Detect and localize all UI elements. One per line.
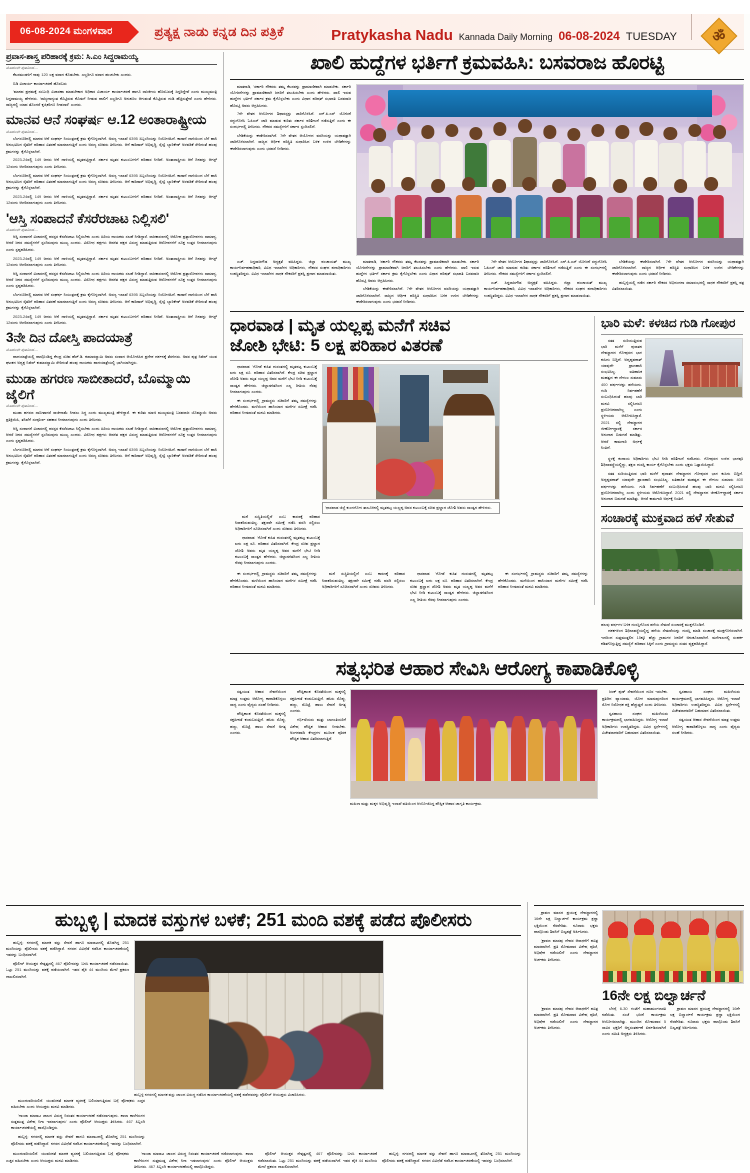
- masthead: [6, 14, 744, 50]
- middle-band: [230, 316, 744, 650]
- temple-gopura-photo: [645, 338, 743, 398]
- paragraph: ಸ್ಥಳಕ್ಕೆ ಕಂದಾಯ ಅಧಿಕಾರಿಗಳು ಭೇಟಿ ನೀಡಿ ಪರಿಶೀಲನೆ ನಡೆಸಿದರು. ಗೋಪುರದ ಉಳಿದ ಭಾಗವೂ ಶಿಥಿಲಾವಸ್ಥೆಯಲ್ಲಿದ್ದು, ತಕ್ಷಣ ದುರಸ್ತಿ ಕಾರ್ಯ ಕೈಗೊಳ್ಳಬೇಕು ಎಂದು ಭಕ್ತರು ಒತ್ತಾಯಿಸಿದ್ದಾರೆ.: [601, 455, 743, 468]
- police-raid-photo: [134, 940, 384, 1090]
- story-health-headline: ಸತ್ವಭರಿತ ಆಹಾರ ಸೇವಿಸಿ ಆರೋಗ್ಯ ಕಾಪಾಡಿಕೊಳ್ಳಿ: [335, 657, 639, 680]
- story-police-headline: ಹುಬ್ಬಳ್ಳಿ | ಮಾದಕ ವಸ್ತುಗಳ ಬಳಕೆ; 251 ಮಂದಿ ವಶಕ್ಕೆ ಪಡೆದ ಪೊಲೀಸರು: [55, 910, 472, 930]
- om-glyph: ॐ: [712, 27, 726, 44]
- story-main-after-col-2: [356, 259, 484, 308]
- story-temple-photo-wrap: [645, 338, 743, 398]
- bottom-band: [0, 902, 750, 1173]
- left-body-3: [6, 234, 217, 326]
- story-dharwad-col-3: [230, 514, 320, 570]
- paragraph: ಮುಡಾ ಹಗರಣ ಸಾಬೀತಾದರೆ ರಾಜೀನಾಮೆ ನೀಡಲು ಸಿದ್ಧ ಎಂದು ಮುಖ್ಯಮಂತ್ರಿ ಹೇಳಿದ್ದಾರೆ. ಈ ಕುರಿತು ಮಾಜಿ ಮುಖ್ಯಮಂತ್ರಿ ಬಸವರಾಜ ಬೊಮ್ಮಾಯಿ ಅವರು ಪ್ರತಿಕ್ರಿಯಿಸಿ, ತನಿಖೆಗೆ ಸಂಪೂರ್ಣ ಸಹಕಾರ ನೀಡಲಾಗುವುದು ಎಂದು ತಿಳಿಸಿದರು.: [6, 410, 217, 422]
- paragraph: ಆಸ್ತಿ ಸಂಪಾದನೆ ವಿಚಾರದಲ್ಲಿ ಪರಸ್ಪರ ಕೆಸರೆರಚಾಟ ನಿಲ್ಲಿಸಬೇಕು ಎಂದು ಹಿರಿಯ ನಾಯಕರು ಸಲಹೆ ನೀಡಿದ್ದಾರೆ. ರಾಜಕಾರಣದಲ್ಲಿ ಆರೋಪ ಪ್ರತ್ಯಾರೋಪಗಳು ಸಾಮಾನ್ಯ, ಆದರೆ ಜನರ ಸಮಸ್ಯೆಗಳಿಗೆ ಸ್ಪಂದಿಸುವುದು ಮುಖ್ಯ ಎಂದರು. ವಿರೋಧ ಪಕ್ಷಗಳು ಆಡಳಿತ ಪಕ್ಷದ ವಿರುದ್ಧ ಮಾಡುತ್ತಿರುವ ಆರೋಪಗಳಿಗೆ ಸೂಕ್ತ ಉತ್ತರ ನೀಡಲಾಗುವುದು ಎಂದು ಸ್ಪಷ್ಟಪಡಿಸಿದರು.: [6, 270, 217, 289]
- paragraph: ದಶಕಗಳಿಂದ ಶಿಥಿಲಾವಸ್ಥೆಯಲ್ಲಿದ್ದ ಹಳೆಯ ಸೇತುವೆಯನ್ನು ದುರಸ್ತಿ ಮಾಡಿ ಸಂಚಾರಕ್ಕೆ ಮುಕ್ತಗೊಳಿಸಲಾಗಿದೆ. ಇದರಿಂದ ಸುತ್ತಮುತ್ತಲಿನ 15ಕ್ಕೂ ಹೆಚ್ಚು ಗ್ರಾಮಗಳ ಜನರಿಗೆ ಅನುಕೂಲವಾಗಿದೆ. ಮಳೆಗಾಲದಲ್ಲಿ ಸಂಪರ್ಕ ಕಡಿತಗೊಳ್ಳುತ್ತಿದ್ದ ಸಮಸ್ಯೆಗೆ ಪರಿಹಾರ ಸಿಕ್ಕಿದೆ ಎಂದು ಗ್ರಾಮಸ್ಥರು ಸಂತಸ ವ್ಯಕ್ತಪಡಿಸಿದ್ದಾರೆ.: [601, 628, 743, 646]
- masthead-english-date: 06-08-2024: [558, 29, 620, 44]
- story-police-caption: ಹುಬ್ಬಳ್ಳಿ ನಗರದಲ್ಲಿ ಮಾದಕ ವಸ್ತು ಜಾಲದ ವಿರುದ್ಧ ನಡೆಸಿದ ಕಾರ್ಯಾಚರಣೆಯಲ್ಲಿ ವಶಕ್ಕೆ ಪಡೆದವರನ್ನು ಪೊಲೀಸ್ ಆಯುಕ್ತರು ವಿಚಾರಿಸಿದರು.: [134, 1091, 306, 1097]
- story-bilva-headline: 16ನೇ ಲಕ್ಷ ಬಿಲ್ವಾರ್ಚನೆ: [602, 987, 706, 1003]
- old-bridge-photo: [601, 532, 743, 620]
- story-bridge-headline: ಸಂಚಾರಕ್ಕೆ ಮುಕ್ತವಾದ ಹಳೆ ಸೇತುವೆ: [601, 510, 734, 525]
- paragraph: ಮನೆ ಸುಸ್ಥಿತಿಯಲ್ಲಿದೆ ಎಂಬ ಕಾರಣಕ್ಕೆ ಪರಿಹಾರ ನಿರಾಕರಿಸುವಂತಿಲ್ಲ. ತಕ್ಷಣವೇ ಸಮೀಕ್ಷೆ ನಡೆಸಿ ವರದಿ ಸಲ್ಲಿಸಲು ಅಧಿಕಾರಿಗಳಿಗೆ ಸೂಚಿಸಲಾಗಿದೆ ಎಂದು ಸಚಿವರು ತಿಳಿಸಿದರು.: [322, 571, 405, 589]
- paragraph: ಬಿಡಿ ವಿಚಾರ್ಯ ಕಾರ್ಯಾಚರಣೆ ಹೊರಬರು: [13, 80, 67, 86]
- man-right: [443, 394, 496, 499]
- paragraph: 2023-24ರಲ್ಲಿ 149 ಜನರು ಆನೆ ದಾಳಿಯಲ್ಲಿ ಮೃತಪಟ್ಟಿದ್ದಾರೆ. ಸರ್ಕಾರ ಮೃತರ ಕುಟುಂಬಗಳಿಗೆ ಪರಿಹಾರ ನೀಡಿದೆ. ಅಂತಾರಾಷ್ಟ್ರೀಯ ಆನೆ ದಿನವನ್ನು ಆಗಸ್ಟ್ 12ರಂದು ಆಚರಿಸಲಾಗುವುದು ಎಂದು ತಿಳಿಸಿದರು.: [6, 193, 217, 206]
- continuation-note-1: ಮೊದಲನೇ ಪುಟದಿಂದ....: [6, 64, 39, 70]
- paragraph: ಹುಬ್ಬಳ್ಳಿ: ನಗರದಲ್ಲಿ ಮಾದಕ ವಸ್ತು ಸೇವನೆ ಹಾಗೂ ಮಾರಾಟದಲ್ಲಿ ತೊಡಗಿದ್ದ 251 ಮಂದಿಯನ್ನು ಪೊಲೀಸರು ವಶಕ್ಕೆ ಪಡೆದಿದ್ದಾರೆ. ನಗರದ ವಿವಿಧೆಡೆ ನಡೆಸಿದ ಕಾರ್ಯಾಚರಣೆಯಲ್ಲಿ ಇವರನ್ನು ಬಂಧಿಸಲಾಗಿದೆ.: [6, 939, 129, 958]
- newspaper-page: [0, 14, 750, 1170]
- masthead-english-day: TUESDAY: [625, 31, 677, 44]
- divider: [601, 334, 743, 335]
- paragraph: ಮುಂದುವರಿಯಲಿದೆ. ಯುವಜನತೆ ಮಾದಕ ವ್ಯಸನಕ್ಕೆ ಬಲಿಯಾಗುತ್ತಿರುವ ಬಗ್ಗೆ ಪೋಷಕರು ಎಚ್ಚರ ವಹಿಸಬೇಕು ಎಂದು ಆಯುಕ್ತರು ಮನವಿ ಮಾಡಿದರು.: [6, 1151, 129, 1163]
- story-main-after-col-3: [484, 259, 612, 302]
- continuation-note-3: ಮೊದಲನೇ ಪುಟದಿಂದ....: [6, 227, 39, 233]
- paragraph: ಮಾತನಾಡಿ, 'ಸರ್ಕಾರಿ ನೌಕರರು ತಮ್ಮ ಕೆಲಸವನ್ನು ಪ್ರಾಮಾಣಿಕವಾಗಿ ಮಾಡಬೇಕು. ಸರ್ಕಾರಿ ಯೋಜನೆಗಳನ್ನು ಪ್ರಾಮಾಣಿಕವಾಗಿ ಜನರಿಗೆ ತಲುಪಿಸಬೇಕು ಎಂದು ಹೇಳಿದರು. ಖಾಲಿ ಇರುವ ಹುದ್ದೆಗಳ ಭರ್ತಿಗೆ ಸರ್ಕಾರ ಕ್ರಮ ಕೈಗೊಳ್ಳಬೇಕು ಎಂದು ವಿಧಾನ ಪರಿಷತ್ ಸಭಾಪತಿ ಬಸವರಾಜ ಹೊರಟ್ಟಿ ಅವರು ಆಗ್ರಹಿಸಿದರು.: [356, 258, 479, 283]
- story-main-col-1: [230, 84, 356, 155]
- story-main-headline: ಖಾಲಿ ಹುದ್ದೆಗಳ ಭರ್ತಿಗೆ ಕ್ರಮವಹಿಸಿ: ಬಸವರಾಜ ಹೊರಟ್ಟಿ: [310, 52, 664, 74]
- minister-home-visit-photo: [322, 364, 500, 500]
- paragraph: ಧಾರವಾಡ: 'ಗೋಡೆ ಕುಸಿತ ದುರಂತದಲ್ಲಿ ಮೃತಪಟ್ಟ ಕುಟುಂಬಕ್ಕೆ ಐದು ಲಕ್ಷ ರೂ. ಪರಿಹಾರ ವಿತರಿಸಲಾಗಿದೆ. ಕೇಂದ್ರ ಸಚಿವ ಪ್ರಲ್ಹಾದ ಜೋಶಿ ಅವರು ಮೃತ ಯಲ್ಲಪ್ಪ ಅವರ ಮನೆಗೆ ಭೇಟಿ ನೀಡಿ ಕುಟುಂಬಕ್ಕೆ ಸಾಂತ್ವನ ಹೇಳಿದರು. ಜಿಲ್ಲಾಡಳಿತದಿಂದ ಎಲ್ಲ ರೀತಿಯ ನೆರವು ನೀಡಲಾಗುವುದು ಎಂದರು.: [230, 363, 317, 394]
- paragraph: ಬೆಂಗಳೂರಿನಲ್ಲಿ ಮಾನವ ಆನೆ ಸಂಘರ್ಷ ನಿಯಂತ್ರಣಕ್ಕೆ ಕ್ರಮ ಕೈಗೊಳ್ಳಲಾಗಿದೆ. ಅರಣ್ಯ ಇಲಾಖೆ 6395 ಸಿಬ್ಬಂದಿಯನ್ನು ನಿಯೋಜಿಸಿದೆ. ಕಾಡಾನೆ ದಾಳಿಯಿಂದ ಬೆಳೆ ಹಾನಿ ಅನುಭವಿಸಿದ ರೈತರಿಗೆ ಪರಿಹಾರ ವಿತರಣೆ ಮಾಡಲಾಗುತ್ತಿದೆ ಎಂದು ಅರಣ್ಯ ಸಚಿವರು ತಿಳಿಸಿದರು. ಆನೆ ಕಾರಿಡಾರ್ ಅಭಿವೃದ್ಧಿ, ರೈಲ್ವೆ ಬ್ಯಾರಿಕೇಡ್ ಅಳವಡಿಕೆ ಸೇರಿದಂತೆ ಹಲವು ಕ್ರಮಗಳನ್ನು ಕೈಗೊಳ್ಳಲಾಗಿದೆ.: [6, 172, 217, 191]
- paragraph: ಸ್ವಸಹಾಯ ಸಂಘದ ಮಹಿಳೆಯರು ಕಾರ್ಯಕ್ರಮದಲ್ಲಿ ಭಾಗವಹಿಸಿದ್ದರು. ಆರೋಗ್ಯ ಇಲಾಖೆ ಅಧಿಕಾರಿಗಳು ಉಪಸ್ಥಿತರಿದ್ದರು. ವಿವಿಧ ಸ್ಪರ್ಧೆಗಳಲ್ಲಿ ವಿಜೇತರಾದವರಿಗೆ ಬಹುಮಾನ ವಿತರಿಸಲಾಯಿತು.: [602, 710, 668, 735]
- left-body-1: [6, 72, 217, 109]
- stage-backdrop: [351, 690, 597, 727]
- deity-idols-photo: [602, 910, 744, 984]
- river-water: [602, 585, 742, 619]
- story-health-col-2: [290, 689, 350, 745]
- masthead-english-title: Pratykasha Nadu: [331, 27, 453, 45]
- bridge-deck: [602, 571, 742, 585]
- story-dharwad-col-1: [230, 364, 322, 420]
- left-body-5: [6, 410, 217, 466]
- paragraph: ಪೌಷ್ಟಿಕಾಂಶ ಕೊರತೆಯಿಂದ ಮಕ್ಕಳಲ್ಲಿ ರಕ್ತಹೀನತೆ ಕಂಡುಬರುತ್ತಿದೆ. ಹಸಿರು ಸೊಪ್ಪು, ಹಣ್ಣು, ಮೊಟ್ಟೆ, ಹಾಲು ಸೇವನೆ ಅಗತ್ಯ ಎಂದರು.: [290, 689, 346, 714]
- masthead-english-block: [331, 14, 744, 49]
- masthead-kannada-title: ಪ್ರತ್ಯಕ್ಷ ನಾಡು ಕನ್ನಡ ದಿನ ಪತ್ರಿಕೆ: [154, 23, 284, 39]
- paragraph: 2023-24ರಲ್ಲಿ 149 ಜನರು ಆನೆ ದಾಳಿಯಲ್ಲಿ ಮೃತಪಟ್ಟಿದ್ದಾರೆ. ಸರ್ಕಾರ ಮೃತರ ಕುಟುಂಬಗಳಿಗೆ ಪರಿಹಾರ ನೀಡಿದೆ. ಅಂತಾರಾಷ್ಟ್ರೀಯ ಆನೆ ದಿನವನ್ನು ಆಗಸ್ಟ್ 12ರಂದು ಆಚರಿಸಲಾಗುವುದು ಎಂದು ತಿಳಿಸಿದರು.: [6, 157, 217, 169]
- paragraph: ಹುಬ್ಬಳ್ಳಿಯಲ್ಲಿ ನಡೆದ ಸರ್ಕಾರಿ ನೌಕರರ ಅಭಿನಂದನಾ ಸಮಾರಂಭದಲ್ಲಿ ಸಾಧಕ ನೌಕರರಿಗೆ ಪ್ರಶಸ್ತಿ ಪತ್ರ ವಿತರಿಸಲಾಯಿತು.: [612, 280, 744, 292]
- stage-banner-right: [558, 90, 712, 117]
- deity-idol: [687, 930, 711, 978]
- story-health-col-4: [598, 689, 668, 738]
- paragraph: ಗರ್ಭಿಣಿಯರು ಮತ್ತು ಬಾಣಂತಿಯರಿಗೆ ವಿಶೇಷ ಪೌಷ್ಟಿಕ ಆಹಾರ ನೀಡಬೇಕು. ಅಂಗನವಾಡಿ ಕೇಂದ್ರಗಳ ಮೂಲಕ ಪೂರಕ ಪೌಷ್ಟಿಕ ಆಹಾರ ವಿತರಿಸಲಾಗುತ್ತಿದೆ.: [290, 717, 346, 742]
- paragraph: ಶ್ರಾವಣ ಮಾಸದ ಪ್ರಯುಕ್ತ ದೇವಸ್ಥಾನದಲ್ಲಿ 16ನೇ ಲಕ್ಷ ಬಿಲ್ವಾರ್ಚನೆ ಕಾರ್ಯಕ್ರಮ ಶ್ರದ್ಧಾ ಭಕ್ತಿಯಿಂದ ನೆರವೇರಿತು. ನೂರಾರು ಭಕ್ತರು ಪಾಲ್ಗೊಂಡು ಶಿವನಿಗೆ ಬಿಲ್ವಪತ್ರೆ ಅರ್ಪಿಸಿದರು.: [534, 910, 598, 934]
- story-bilva-col-1: [534, 910, 602, 966]
- paragraph: ಪೌಷ್ಟಿಕಾಂಶ ಕೊರತೆಯಿಂದ ಮಕ್ಕಳಲ್ಲಿ ರಕ್ತಹೀನತೆ ಕಂಡುಬರುತ್ತಿದೆ. ಹಸಿರು ಸೊಪ್ಪು, ಹಣ್ಣು, ಮೊಟ್ಟೆ, ಹಾಲು ಸೇವನೆ ಅಗತ್ಯ ಎಂದರು.: [230, 710, 286, 735]
- continuation-note-2: ಮೊದಲನೇ ಪುಟದಿಂದ....: [6, 128, 39, 134]
- gopura-tower: [659, 350, 678, 386]
- story-dharwad-caption: 'ಧಾರವಾಡ ಜಿಲ್ಲೆ ಕುಂದಗೋಳ ತಾಲೂಕಿನಲ್ಲಿ ಮೃತಪಟ್ಟ ಯಲ್ಲಪ್ಪ ಅವರ ಕುಟುಂಬಕ್ಕೆ ಸಚಿವ ಪ್ರಲ್ಹಾದ ಜೋಶಿ ಅವರು ಸಾಂತ್ವನ ಹೇಳಿದರು.: [322, 502, 500, 514]
- paragraph: ಸತ್ವಯುತ ಆಹಾರ ಸೇವನೆಯಿಂದ ಮಾತ್ರ ಉತ್ತಮ ಆರೋಗ್ಯ ಕಾಪಾಡಿಕೊಳ್ಳಲು ಸಾಧ್ಯ ಎಂದು ವೈದ್ಯರು ಸಲಹೆ ನೀಡಿದರು.: [672, 717, 740, 735]
- masthead-english-subtitle: Kannada Daily Morning: [458, 32, 553, 43]
- paragraph: 2023-24ರಲ್ಲಿ 149 ಜನರು ಆನೆ ದಾಳಿಯಲ್ಲಿ ಮೃತಪಟ್ಟಿದ್ದಾರೆ. ಸರ್ಕಾರ ಮೃತರ ಕುಟುಂಬಗಳಿಗೆ ಪರಿಹಾರ ನೀಡಿದೆ. ಅಂತಾರಾಷ್ಟ್ರೀಯ ಆನೆ ದಿನವನ್ನು ಆಗಸ್ಟ್ 12ರಂದು ಆಚರಿಸಲಾಗುವುದು ಎಂದು ತಿಳಿಸಿದರು.: [6, 255, 217, 267]
- paragraph: ಧಾರವಾಡ: 'ಗೋಡೆ ಕುಸಿತ ದುರಂತದಲ್ಲಿ ಮೃತಪಟ್ಟ ಕುಟುಂಬಕ್ಕೆ ಐದು ಲಕ್ಷ ರೂ. ಪರಿಹಾರ ವಿತರಿಸಲಾಗಿದೆ. ಕೇಂದ್ರ ಸಚಿವ ಪ್ರಲ್ಹಾದ ಜೋಶಿ ಅವರು ಮೃತ ಯಲ್ಲಪ್ಪ ಅವರ ಮನೆಗೆ ಭೇಟಿ ನೀಡಿ ಕುಟುಂಬಕ್ಕೆ ಸಾಂತ್ವನ ಹೇಳಿದರು. ಜಿಲ್ಲಾಡಳಿತದಿಂದ ಎಲ್ಲ ರೀತಿಯ ನೆರವು ನೀಡಲಾಗುವುದು ಎಂದರು.: [410, 571, 493, 602]
- paragraph: 'ಶ್ರಾವಣ ಮಾಸವು ದೇವರ ಆರಾಧನೆಗೆ ಪವಿತ್ರ ಮಾಸವಾಗಿದೆ. ಪ್ರತಿ ಸೋಮವಾರ ವಿಶೇಷ ಪೂಜೆ, ಅಭಿಷೇಕ ನಡೆಯಲಿದೆ' ಎಂದು ದೇವಸ್ಥಾನದ ಅರ್ಚಕರು ತಿಳಿಸಿದರು.: [534, 1006, 598, 1031]
- story-police-col-3: [6, 1098, 145, 1150]
- left-headline-4: 3ನೇ ದಿನ ದೋಸ್ತಿ ಪಾದಯಾತ್ರೆ: [6, 330, 133, 346]
- paragraph: ಬೇಡಿಕೆಯನ್ನು ಈಡೇರಿಸಲಾಗಿದೆ. 7ನೇ ವೇತನ ಆಯೋಗದ ವರದಿಯನ್ನು ಯಥಾವತ್ತಾಗಿ ಜಾರಿಗೊಳಿಸಲಾಗಿದೆ. ರಾಜ್ಯದ ಆರ್ಥಿಕ ಪರಿಸ್ಥಿತಿ ಸುಧಾರಿಸಿದ ಬಳಿಕ ಉಳಿದ ಬೇಡಿಕೆಗಳನ್ನು ಈಡೇರಿಸಲಾಗುವುದು ಎಂದು ಭರವಸೆ ನೀಡಿದರು.: [230, 132, 351, 151]
- content-grid: [0, 52, 750, 807]
- paragraph: 'ಮಾನವ ಪ್ರಥಮಕ್ಕೆ ಸಂಬಂಧಿ ವಿಚಾರಣಾ ಮಾಡಬೇಕಾದ ಅಧಿಕಾರ ವಿಚಾರ್ಯ ಕಾರ್ಯಾಚರಣೆ ಹಾಗೂ ರಾಜಕೀಯ ಹೊರಬರುಕ್ಕೆ ಸಿದ್ದರಿದ್ದೇವೆ ಎಂದು ಮುಖ್ಯಮಂತ್ರಿ ಸಿದ್ದರಾಮಯ್ಯ ಹೇಳಿದರು. 'ರಾಜ್ಯದಾದ್ಯಂತ ಕೊಟ್ಟಿರುವ ಕೊಡುಗೆ ನೀಡುವ ಪಾಲಿಗೆ ಎಲ್ಲರಿಗೂ ಅನುಕೂಲ ಆಗುವಂತೆ ಕೊಟ್ಟಿರುವ ದುಡಿ ಹೆಚ್ಚಿಸುತ್ತೇವೆ ಎಂದು ಹೇಳಿದರು. ರಾಜ್ಯದಲ್ಲಿ ಯಾವ ತೊಂದರೆ ಕೃಷಿಕರಿಗೂ ನೀಡಲಾರೆ' ಎಂದರು.: [6, 89, 217, 108]
- paragraph: ಸತತ ಸುರಿಯುತ್ತಿರುವ ಭಾರಿ ಮಳೆಗೆ ಪುರಾತನ ದೇವಸ್ಥಾನದ ಗೋಪುರದ ಭಾಗ ಕುಸಿದು ಬಿದ್ದಿದೆ. ಅದೃಷ್ಟವಶಾತ್ ಯಾವುದೇ ಪ್ರಾಣಹಾನಿ ಸಂಭವಿಸಿಲ್ಲ. ಐತಿಹಾಸಿಕ ಮಹತ್ವದ ಈ ದೇಗುಲ ಸುಮಾರು 400 ವರ್ಷಗಳಷ್ಟು ಹಳೆಯದು. ಗುಡಿ ನಿರ್ವಹಣೆಗೆ ಸಂಬಂಧಿಸಿದಂತೆ ಹಲವು ಬಾರಿ ಮನವಿ ಸಲ್ಲಿಸಿದರೂ ಪ್ರಯೋಜನವಾಗಿಲ್ಲ ಎಂದು ಸ್ಥಳೀಯರು ಆರೋಪಿಸಿದ್ದಾರೆ. 2021 ರಲ್ಲಿ ದೇವಸ್ಥಾನದ ಜೀರ್ಣೋದ್ಧಾರಕ್ಕೆ ಸರ್ಕಾರ ಅನುದಾನ ಬಿಡುಗಡೆ ಮಾಡಿತ್ತು. ಆದರೆ ಕಾಮಗಾರಿ ಅರ್ಧಕ್ಕೆ ನಿಂತಿದೆ.: [601, 471, 743, 502]
- story-bridge-caption: ಹಲವು ವರ್ಷಗಳ ಬಳಿಕ ದುರಸ್ತಿಗೊಂಡ ಹಳೆಯ ಸೇತುವೆ ಸಂಚಾರಕ್ಕೆ ಮುಕ್ತಗೊಂಡಿದೆ.: [601, 622, 705, 628]
- story-police-photo-wrap: [134, 940, 384, 1098]
- paragraph: ಬೇಡಿಕೆಯನ್ನು ಈಡೇರಿಸಲಾಗಿದೆ. 7ನೇ ವೇತನ ಆಯೋಗದ ವರದಿಯನ್ನು ಯಥಾವತ್ತಾಗಿ ಜಾರಿಗೊಳಿಸಲಾಗಿದೆ. ರಾಜ್ಯದ ಆರ್ಥಿಕ ಪರಿಸ್ಥಿತಿ ಸುಧಾರಿಸಿದ ಬಳಿಕ ಉಳಿದ ಬೇಡಿಕೆಗಳನ್ನು ಈಡೇರಿಸಲಾಗುವುದು ಎಂದು ಭರವಸೆ ನೀಡಿದರು.: [612, 258, 744, 277]
- divider: [230, 79, 744, 80]
- story-dharwad-photo-wrap: [322, 364, 500, 514]
- paragraph: ಮನೆ ಸುಸ್ಥಿತಿಯಲ್ಲಿದೆ ಎಂಬ ಕಾರಣಕ್ಕೆ ಪರಿಹಾರ ನಿರಾಕರಿಸುವಂತಿಲ್ಲ. ತಕ್ಷಣವೇ ಸಮೀಕ್ಷೆ ನಡೆಸಿ ವರದಿ ಸಲ್ಲಿಸಲು ಅಧಿಕಾರಿಗಳಿಗೆ ಸೂಚಿಸಲಾಗಿದೆ ಎಂದು ಸಚಿವರು ತಿಳಿಸಿದರು.: [235, 513, 320, 532]
- masthead-date-flag: 06-08-2024 ಮಂಗಳವಾರ: [10, 21, 128, 43]
- paragraph: ಬೆಂಗಳೂರಿನಲ್ಲಿ ಮಾನವ ಆನೆ ಸಂಘರ್ಷ ನಿಯಂತ್ರಣಕ್ಕೆ ಕ್ರಮ ಕೈಗೊಳ್ಳಲಾಗಿದೆ. ಅರಣ್ಯ ಇಲಾಖೆ 6395 ಸಿಬ್ಬಂದಿಯನ್ನು ನಿಯೋಜಿಸಿದೆ. ಕಾಡಾನೆ ದಾಳಿಯಿಂದ ಬೆಳೆ ಹಾನಿ ಅನುಭವಿಸಿದ ರೈತರಿಗೆ ಪರಿಹಾರ ವಿತರಣೆ ಮಾಡಲಾಗುತ್ತಿದೆ ಎಂದು ಅರಣ್ಯ ಸಚಿವರು ತಿಳಿಸಿದರು. ಆನೆ ಕಾರಿಡಾರ್ ಅಭಿವೃದ್ಧಿ, ರೈಲ್ವೆ ಬ್ಯಾರಿಕೇಡ್ ಅಳವಡಿಕೆ ಸೇರಿದಂತೆ ಹಲವು ಕ್ರಮಗಳನ್ನು ಕೈಗೊಳ್ಳಲಾಗಿದೆ.: [6, 447, 217, 465]
- story-bridge: [601, 511, 743, 648]
- paragraph: 'ಶ್ರಾವಣ ಮಾಸವು ದೇವರ ಆರಾಧನೆಗೆ ಪವಿತ್ರ ಮಾಸವಾಗಿದೆ. ಪ್ರತಿ ಸೋಮವಾರ ವಿಶೇಷ ಪೂಜೆ, ಅಭಿಷೇಕ ನಡೆಯಲಿದೆ' ಎಂದು ದೇವಸ್ಥಾನದ ಅರ್ಚಕರು ತಿಳಿಸಿದರು.: [534, 937, 598, 962]
- story-health: [230, 658, 744, 808]
- paragraph: ಜಂಕ್ ಫುಡ್ ಸೇವನೆಯಿಂದ ದೂರ ಇರಬೇಕು. ಪ್ರತಿದಿನ ವ್ಯಾಯಾಮ, ಯೋಗ ಮಾಡುವುದರಿಂದ ರೋಗ ನಿರೋಧಕ ಶಕ್ತಿ ಹೆಚ್ಚುತ್ತದೆ ಎಂದು ತಿಳಿಸಿದರು.: [602, 689, 668, 708]
- paragraph: ಶ್ರಾವಣ ಮಾಸದ ಪ್ರಯುಕ್ತ ದೇವಸ್ಥಾನದಲ್ಲಿ 16ನೇ ಲಕ್ಷ ಬಿಲ್ವಾರ್ಚನೆ ಕಾರ್ಯಕ್ರಮ ಶ್ರದ್ಧಾ ಭಕ್ತಿಯಿಂದ ನೆರವೇರಿತು. ನೂರಾರು ಭಕ್ತರು ಪಾಲ್ಗೊಂಡು ಶಿವನಿಗೆ ಬಿಲ್ವಪತ್ರೆ ಅರ್ಪಿಸಿದರು.: [670, 1006, 740, 1031]
- left-headline-2: ಮಾನವ ಆನೆ ಸಂಘರ್ಷ ಆ.12 ಅಂತಾರಾಷ್ಟ್ರೀಯ: [6, 112, 207, 128]
- paragraph: ಸತತ ಸುರಿಯುತ್ತಿರುವ ಭಾರಿ ಮಳೆಗೆ ಪುರಾತನ ದೇವಸ್ಥಾನದ ಗೋಪುರದ ಭಾಗ ಕುಸಿದು ಬಿದ್ದಿದೆ. ಅದೃಷ್ಟವಶಾತ್ ಯಾವುದೇ ಪ್ರಾಣಹಾನಿ ಸಂಭವಿಸಿಲ್ಲ. ಐತಿಹಾಸಿಕ ಮಹತ್ವದ ಈ ದೇಗುಲ ಸುಮಾರು 400 ವರ್ಷಗಳಷ್ಟು ಹಳೆಯದು. ಗುಡಿ ನಿರ್ವಹಣೆಗೆ ಸಂಬಂಧಿಸಿದಂತೆ ಹಲವು ಬಾರಿ ಮನವಿ ಸಲ್ಲಿಸಿದರೂ ಪ್ರಯೋಜನವಾಗಿಲ್ಲ ಎಂದು ಸ್ಥಳೀಯರು ಆರೋಪಿಸಿದ್ದಾರೆ. 2021 ರಲ್ಲಿ ದೇವಸ್ಥಾನದ ಜೀರ್ಣೋದ್ಧಾರಕ್ಕೆ ಸರ್ಕಾರ ಅನುದಾನ ಬಿಡುಗಡೆ ಮಾಡಿತ್ತು. ಆದರೆ ಕಾಮಗಾರಿ ಅರ್ಧಕ್ಕೆ ನಿಂತಿದೆ.: [601, 337, 642, 451]
- paragraph: ಬೇಡಿಕೆಯನ್ನು ಈಡೇರಿಸಲಾಗಿದೆ. 7ನೇ ವೇತನ ಆಯೋಗದ ವರದಿಯನ್ನು ಯಥಾವತ್ತಾಗಿ ಜಾರಿಗೊಳಿಸಲಾಗಿದೆ. ರಾಜ್ಯದ ಆರ್ಥಿಕ ಪರಿಸ್ಥಿತಿ ಸುಧಾರಿಸಿದ ಬಳಿಕ ಉಳಿದ ಬೇಡಿಕೆಗಳನ್ನು ಈಡೇರಿಸಲಾಗುವುದು ಎಂದು ಭರವಸೆ ನೀಡಿದರು.: [356, 286, 479, 305]
- paragraph: 7ನೇ ವೇತನ ಆಯೋಗದ ಶಿಫಾರಸ್ಸನ್ನು ಜಾರಿಗೊಳಿಸಿದೆ. ಎನ್.ಪಿ.ಎಸ್ ಯೋಜನೆ ರದ್ದುಗೊಳಿಸಿ ಓಪಿಎಸ್ ಜಾರಿ ಮಾಡುವ ಕುರಿತು ಸರ್ಕಾರ ಪರಿಶೀಲನೆ ನಡೆಸುತ್ತಿದೆ ಎಂದು ಈ ಸಂದರ್ಭದಲ್ಲಿ ತಿಳಿಸಿದರು. ನೌಕರರ ಸಮಸ್ಯೆಗಳಿಗೆ ಸರ್ಕಾರ ಸ್ಪಂದಿಸಲಿದೆ.: [484, 258, 607, 277]
- paragraph: 'ಗಾಂಜಾ ಮಾರಾಟ ಜಾಲದ ವಿರುದ್ಧ ನಿರಂತರ ಕಾರ್ಯಾಚರಣೆ ನಡೆಸಲಾಗುವುದು. ಶಾಲಾ ಕಾಲೇಜುಗಳ ಸುತ್ತಮುತ್ತ ವಿಶೇಷ ನಿಗಾ ಇಡಲಾಗುವುದು' ಎಂದು ಪೊಲೀಸ್ ಆಯುಕ್ತರು ತಿಳಿಸಿದರು. 467 ಸಿಬ್ಬಂದಿ ಕಾರ್ಯಾಚರಣೆಯಲ್ಲಿ ಪಾಲ್ಗೊಂಡಿದ್ದರು.: [134, 1151, 253, 1170]
- paragraph: ಪೊಲೀಸ್ ಆಯುಕ್ತರ ನೇತೃತ್ವದಲ್ಲಿ 467 ಪೊಲೀಸರನ್ನು ಬಳಸಿ ಕಾರ್ಯಾಚರಣೆ ನಡೆಸಲಾಯಿತು. ಒಟ್ಟು 251 ಮಂದಿಯನ್ನು ವಶಕ್ಕೆ ಪಡೆಯಲಾಗಿದೆ. ಇವರ ಪೈಕಿ 44 ಮಂದಿಯ ಮೇಲೆ ಪ್ರಕರಣ ದಾಖಲಿಸಲಾಗಿದೆ.: [258, 1151, 377, 1170]
- paragraph: ಬೆಂಗಳೂರಿನಲ್ಲಿ ಮಾನವ ಆನೆ ಸಂಘರ್ಷ ನಿಯಂತ್ರಣಕ್ಕೆ ಕ್ರಮ ಕೈಗೊಳ್ಳಲಾಗಿದೆ. ಅರಣ್ಯ ಇಲಾಖೆ 6395 ಸಿಬ್ಬಂದಿಯನ್ನು ನಿಯೋಜಿಸಿದೆ. ಕಾಡಾನೆ ದಾಳಿಯಿಂದ ಬೆಳೆ ಹಾನಿ ಅನುಭವಿಸಿದ ರೈತರಿಗೆ ಪರಿಹಾರ ವಿತರಣೆ ಮಾಡಲಾಗುತ್ತಿದೆ ಎಂದು ಅರಣ್ಯ ಸಚಿವರು ತಿಳಿಸಿದರು. ಆನೆ ಕಾರಿಡಾರ್ ಅಭಿವೃದ್ಧಿ, ರೈಲ್ವೆ ಬ್ಯಾರಿಕೇಡ್ ಅಳವಡಿಕೆ ಸೇರಿದಂತೆ ಹಲವು ಕ್ರಮಗಳನ್ನು ಕೈಗೊಳ್ಳಲಾಗಿದೆ.: [6, 135, 217, 154]
- story-police-col-1: [6, 940, 134, 983]
- right-rail: [595, 316, 743, 650]
- story-police: [6, 902, 528, 1173]
- shelf: [443, 370, 489, 383]
- divider: [6, 935, 521, 936]
- story-health-photo-wrap: [350, 689, 598, 807]
- paragraph: ಸತ್ವಯುತ ಆಹಾರ ಸೇವನೆಯಿಂದ ಮಾತ್ರ ಉತ್ತಮ ಆರೋಗ್ಯ ಕಾಪಾಡಿಕೊಳ್ಳಲು ಸಾಧ್ಯ ಎಂದು ವೈದ್ಯರು ಸಲಹೆ ನೀಡಿದರು.: [230, 689, 286, 708]
- paragraph: ಸ್ವಸಹಾಯ ಸಂಘದ ಮಹಿಳೆಯರು ಕಾರ್ಯಕ್ರಮದಲ್ಲಿ ಭಾಗವಹಿಸಿದ್ದರು. ಆರೋಗ್ಯ ಇಲಾಖೆ ಅಧಿಕಾರಿಗಳು ಉಪಸ್ಥಿತರಿದ್ದರು. ವಿವಿಧ ಸ್ಪರ್ಧೆಗಳಲ್ಲಿ ವಿಜೇತರಾದವರಿಗೆ ಬಹುಮಾನ ವಿತರಿಸಲಾಯಿತು.: [672, 689, 740, 714]
- story-temple: [601, 316, 743, 503]
- masthead-divider: [691, 14, 692, 40]
- paragraph: ಧಾರವಾಡ: 'ಗೋಡೆ ಕುಸಿತ ದುರಂತದಲ್ಲಿ ಮೃತಪಟ್ಟ ಕುಟುಂಬಕ್ಕೆ ಐದು ಲಕ್ಷ ರೂ. ಪರಿಹಾರ ವಿತರಿಸಲಾಗಿದೆ. ಕೇಂದ್ರ ಸಚಿವ ಪ್ರಲ್ಹಾದ ಜೋಶಿ ಅವರು ಮೃತ ಯಲ್ಲಪ್ಪ ಅವರ ಮನೆಗೆ ಭೇಟಿ ನೀಡಿ ಕುಟುಂಬಕ್ಕೆ ಸಾಂತ್ವನ ಹೇಳಿದರು. ಜಿಲ್ಲಾಡಳಿತದಿಂದ ಎಲ್ಲ ರೀತಿಯ ನೆರವು ನೀಡಲಾಗುವುದು ಎಂದರು.: [235, 535, 320, 566]
- story-bilva-photo-wrap: [602, 910, 744, 1004]
- right-side: [224, 52, 744, 807]
- divider: [230, 360, 588, 361]
- ground: [646, 387, 742, 396]
- continuation-note-4: ಮೊದಲನೇ ಪುಟದಿಂದ....: [6, 346, 39, 352]
- paragraph: ಮುಂದುವರಿಯಲಿದೆ. ಯುವಜನತೆ ಮಾದಕ ವ್ಯಸನಕ್ಕೆ ಬಲಿಯಾಗುತ್ತಿರುವ ಬಗ್ಗೆ ಪೋಷಕರು ಎಚ್ಚರ ವಹಿಸಬೇಕು ಎಂದು ಆಯುಕ್ತರು ಮನವಿ ಮಾಡಿದರು.: [11, 1097, 145, 1109]
- women-health-programme-photo: [350, 689, 598, 799]
- left-headline-3: 'ಆಸ್ತಿ ಸಂಪಾದನೆ ಕೆಸರೆರಚಾಟ ನಿಲ್ಲಿಸಲಿ': [6, 210, 170, 226]
- paragraph: ಹುಬ್ಬಳ್ಳಿ: ನಗರದಲ್ಲಿ ಮಾದಕ ವಸ್ತು ಸೇವನೆ ಹಾಗೂ ಮಾರಾಟದಲ್ಲಿ ತೊಡಗಿದ್ದ 251 ಮಂದಿಯನ್ನು ಪೊಲೀಸರು ವಶಕ್ಕೆ ಪಡೆದಿದ್ದಾರೆ. ನಗರದ ವಿವಿಧೆಡೆ ನಡೆಸಿದ ಕಾರ್ಯಾಚರಣೆಯಲ್ಲಿ ಇವರನ್ನು ಬಂಧಿಸಲಾಗಿದೆ.: [11, 1134, 145, 1146]
- paragraph: ಆಸ್ತಿ ಸಂಪಾದನೆ ವಿಚಾರದಲ್ಲಿ ಪರಸ್ಪರ ಕೆಸರೆರಚಾಟ ನಿಲ್ಲಿಸಬೇಕು ಎಂದು ಹಿರಿಯ ನಾಯಕರು ಸಲಹೆ ನೀಡಿದ್ದಾರೆ. ರಾಜಕಾರಣದಲ್ಲಿ ಆರೋಪ ಪ್ರತ್ಯಾರೋಪಗಳು ಸಾಮಾನ್ಯ, ಆದರೆ ಜನರ ಸಮಸ್ಯೆಗಳಿಗೆ ಸ್ಪಂದಿಸುವುದು ಮುಖ್ಯ ಎಂದರು. ವಿರೋಧ ಪಕ್ಷಗಳು ಆಡಳಿತ ಪಕ್ಷದ ವಿರುದ್ಧ ಮಾಡುತ್ತಿರುವ ಆರೋಪಗಳಿಗೆ ಸೂಕ್ತ ಉತ್ತರ ನೀಡಲಾಗುವುದು ಎಂದು ಸ್ಪಷ್ಟಪಡಿಸಿದರು.: [6, 425, 217, 444]
- story-temple-headline: ಭಾರಿ ಮಳೆ: ಕಳಚಿದ ಗುಡಿ ಗೋಪುರ: [601, 315, 736, 330]
- paragraph: ಕೆಲಸಮಂಡಳಿಗೆ ನಾವು 120 ಲಕ್ಷ ವರಾದ ಕೊಡಬೇಕು. ಎಲ್ಲರಿಗೂ ವರಾದ ಹಂಚಬೇಕು ಎಂದರು.: [13, 71, 132, 77]
- group-award-ceremony-photo: [356, 84, 744, 256]
- paragraph: ಈ ಸಂದರ್ಭದಲ್ಲಿ ಗ್ರಾಮಸ್ಥರು ಸಚಿವರಿಗೆ ತಮ್ಮ ಸಮಸ್ಯೆಗಳನ್ನು ಹೇಳಿಕೊಂಡರು. ಮಳೆಯಿಂದ ಹಾನಿಯಾದ ಮನೆಗಳ ಸಮೀಕ್ಷೆ ನಡೆಸಿ ಪರಿಹಾರ ನೀಡುವಂತೆ ಮನವಿ ಮಾಡಿದರು.: [230, 571, 317, 589]
- stage-floor: [351, 781, 597, 798]
- paragraph: 'ಗಾಂಜಾ ಮಾರಾಟ ಜಾಲದ ವಿರುದ್ಧ ನಿರಂತರ ಕಾರ್ಯಾಚರಣೆ ನಡೆಸಲಾಗುವುದು. ಶಾಲಾ ಕಾಲೇಜುಗಳ ಸುತ್ತಮುತ್ತ ವಿಶೇಷ ನಿಗಾ ಇಡಲಾಗುವುದು' ಎಂದು ಪೊಲೀಸ್ ಆಯುಕ್ತರು ತಿಳಿಸಿದರು. 467 ಸಿಬ್ಬಂದಿ ಕಾರ್ಯಾಚರಣೆಯಲ್ಲಿ ಪಾಲ್ಗೊಂಡಿದ್ದರು.: [11, 1112, 145, 1131]
- doorway: [400, 375, 428, 442]
- divider: [534, 905, 744, 906]
- divider: [601, 506, 743, 507]
- paragraph: ಬೆಂಗಳೂರಿನಲ್ಲಿ ಮಾನವ ಆನೆ ಸಂಘರ್ಷ ನಿಯಂತ್ರಣಕ್ಕೆ ಕ್ರಮ ಕೈಗೊಳ್ಳಲಾಗಿದೆ. ಅರಣ್ಯ ಇಲಾಖೆ 6395 ಸಿಬ್ಬಂದಿಯನ್ನು ನಿಯೋಜಿಸಿದೆ. ಕಾಡಾನೆ ದಾಳಿಯಿಂದ ಬೆಳೆ ಹಾನಿ ಅನುಭವಿಸಿದ ರೈತರಿಗೆ ಪರಿಹಾರ ವಿತರಣೆ ಮಾಡಲಾಗುತ್ತಿದೆ ಎಂದು ಅರಣ್ಯ ಸಚಿವರು ತಿಳಿಸಿದರು. ಆನೆ ಕಾರಿಡಾರ್ ಅಭಿವೃದ್ಧಿ, ರೈಲ್ವೆ ಬ್ಯಾರಿಕೇಡ್ ಅಳವಡಿಕೆ ಸೇರಿದಂತೆ ಹಲವು ಕ್ರಮಗಳನ್ನು ಕೈಗೊಳ್ಳಲಾಗಿದೆ.: [6, 292, 217, 310]
- story-main-after-col-1: [230, 259, 356, 280]
- story-dharwad-headline-line1: ಧಾರವಾಡ | ಮೃತ ಯಲ್ಲಪ್ಪ ಮನೆಗೆ ಸಚಿವ: [230, 315, 451, 335]
- paragraph: ಪೊಲೀಸ್ ಆಯುಕ್ತರ ನೇತೃತ್ವದಲ್ಲಿ 467 ಪೊಲೀಸರನ್ನು ಬಳಸಿ ಕಾರ್ಯಾಚರಣೆ ನಡೆಸಲಾಯಿತು. ಒಟ್ಟು 251 ಮಂದಿಯನ್ನು ವಶಕ್ಕೆ ಪಡೆಯಲಾಗಿದೆ. ಇವರ ಪೈಕಿ 44 ಮಂದಿಯ ಮೇಲೆ ಪ್ರಕರಣ ದಾಖಲಿಸಲಾಗಿದೆ.: [6, 961, 129, 979]
- left-kicker: ಪ್ರವಾಸ-ಶಾಸ್ತ್ರ ಪರಿಹಾರಕ್ಕೆ ಕ್ರಮ: ಸಿ.ಎಂ ಸಿದ್ದರಾಮಯ್ಯ: [6, 52, 217, 65]
- story-health-col-5: [668, 689, 740, 738]
- continuation-note-5: ಮೊದಲನೇ ಪುಟದಿಂದ....: [6, 403, 39, 409]
- left-headline-5: ಮುಡಾ ಹಗರಣ ಸಾಬೀತಾದರೆ, ಬೊಮ್ಮಾಯಿ ಜೈಲಿಗೆ: [6, 370, 191, 402]
- paragraph: ಮಾತನಾಡಿ, 'ಸರ್ಕಾರಿ ನೌಕರರು ತಮ್ಮ ಕೆಲಸವನ್ನು ಪ್ರಾಮಾಣಿಕವಾಗಿ ಮಾಡಬೇಕು. ಸರ್ಕಾರಿ ಯೋಜನೆಗಳನ್ನು ಪ್ರಾಮಾಣಿಕವಾಗಿ ಜನರಿಗೆ ತಲುಪಿಸಬೇಕು ಎಂದು ಹೇಳಿದರು. ಖಾಲಿ ಇರುವ ಹುದ್ದೆಗಳ ಭರ್ತಿಗೆ ಸರ್ಕಾರ ಕ್ರಮ ಕೈಗೊಳ್ಳಬೇಕು ಎಂದು ವಿಧಾನ ಪರಿಷತ್ ಸಭಾಪತಿ ಬಸವರಾಜ ಹೊರಟ್ಟಿ ಅವರು ಆಗ್ರಹಿಸಿದರು.: [230, 83, 351, 108]
- temple-hall: [684, 365, 738, 388]
- divider: [230, 653, 744, 654]
- seated-women: [376, 434, 446, 496]
- paragraph: ಬೆಳಗ್ಗೆ 6-30 ಗಂಟೆಗೆ ಮಹಾಮಂಗಳಾರತಿ ನಡೆಯಿತು. ಸಂಜೆ ಭಜನೆ ಕಾರ್ಯಕ್ರಮ ಆಯೋಜಿಸಲಾಗಿತ್ತು. ಮುಂದಿನ ಸೋಮವಾರ 5 ಸಾವಿರ ಭಕ್ತರಿಗೆ ಅನ್ನಸಂತರ್ಪಣೆ ಏರ್ಪಡಿಸಲಾಗಿದೆ ಎಂದು ಸಮಿತಿ ಅಧ್ಯಕ್ಷರು ತಿಳಿಸಿದರು.: [602, 1006, 666, 1037]
- left-body-2: [6, 136, 217, 207]
- paragraph: ಆಸ್ತಿ ಸಂಪಾದನೆ ವಿಚಾರದಲ್ಲಿ ಪರಸ್ಪರ ಕೆಸರೆರಚಾಟ ನಿಲ್ಲಿಸಬೇಕು ಎಂದು ಹಿರಿಯ ನಾಯಕರು ಸಲಹೆ ನೀಡಿದ್ದಾರೆ. ರಾಜಕಾರಣದಲ್ಲಿ ಆರೋಪ ಪ್ರತ್ಯಾರೋಪಗಳು ಸಾಮಾನ್ಯ, ಆದರೆ ಜನರ ಸಮಸ್ಯೆಗಳಿಗೆ ಸ್ಪಂದಿಸುವುದು ಮುಖ್ಯ ಎಂದರು. ವಿರೋಧ ಪಕ್ಷಗಳು ಆಡಳಿತ ಪಕ್ಷದ ವಿರುದ್ಧ ಮಾಡುತ್ತಿರುವ ಆರೋಪಗಳಿಗೆ ಸೂಕ್ತ ಉತ್ತರ ನೀಡಲಾಗುವುದು ಎಂದು ಸ್ಪಷ್ಟಪಡಿಸಿದರು.: [6, 234, 217, 252]
- paragraph: 7ನೇ ವೇತನ ಆಯೋಗದ ಶಿಫಾರಸ್ಸನ್ನು ಜಾರಿಗೊಳಿಸಿದೆ. ಎನ್.ಪಿ.ಎಸ್ ಯೋಜನೆ ರದ್ದುಗೊಳಿಸಿ ಓಪಿಎಸ್ ಜಾರಿ ಮಾಡುವ ಕುರಿತು ಸರ್ಕಾರ ಪರಿಶೀಲನೆ ನಡೆಸುತ್ತಿದೆ ಎಂದು ಈ ಸಂದರ್ಭದಲ್ಲಿ ತಿಳಿಸಿದರು. ನೌಕರರ ಸಮಸ್ಯೆಗಳಿಗೆ ಸರ್ಕಾರ ಸ್ಪಂದಿಸಲಿದೆ.: [230, 111, 351, 130]
- paragraph: ಹುಬ್ಬಳ್ಳಿ: ನಗರದಲ್ಲಿ ಮಾದಕ ವಸ್ತು ಸೇವನೆ ಹಾಗೂ ಮಾರಾಟದಲ್ಲಿ ತೊಡಗಿದ್ದ 251 ಮಂದಿಯನ್ನು ಪೊಲೀಸರು ವಶಕ್ಕೆ ಪಡೆದಿದ್ದಾರೆ. ನಗರದ ವಿವಿಧೆಡೆ ನಡೆಸಿದ ಕಾರ್ಯಾಚರಣೆಯಲ್ಲಿ ಇವರನ್ನು ಬಂಧಿಸಲಾಗಿದೆ.: [382, 1151, 521, 1163]
- left-column: [6, 52, 224, 469]
- story-main-photo-wrap: [356, 84, 744, 256]
- stage-floor: [357, 238, 743, 255]
- detained-crowd: [190, 997, 383, 1089]
- story-main: [230, 52, 744, 308]
- story-main-after-col-4: [612, 259, 744, 296]
- story-health-col-1: [230, 689, 290, 738]
- police-officer: [145, 958, 209, 1088]
- paragraph: ಈ ಸಂದರ್ಭದಲ್ಲಿ ಗ್ರಾಮಸ್ಥರು ಸಚಿವರಿಗೆ ತಮ್ಮ ಸಮಸ್ಯೆಗಳನ್ನು ಹೇಳಿಕೊಂಡರು. ಮಳೆಯಿಂದ ಹಾನಿಯಾದ ಮನೆಗಳ ಸಮೀಕ್ಷೆ ನಡೆಸಿ ಪರಿಹಾರ ನೀಡುವಂತೆ ಮನವಿ ಮಾಡಿದರು.: [498, 571, 588, 589]
- divider: [6, 905, 521, 906]
- paragraph: ಎಚ್. ಸಿದ್ದರಾಜಗೌಡ ಅಧ್ಯಕ್ಷತೆ ವಹಿಸಿದ್ದರು. ಜಿಲ್ಲಾ ಪಂಚಾಯತ್ ಮುಖ್ಯ ಕಾರ್ಯನಿರ್ವಹಣಾಧಿಕಾರಿ, ವಿವಿಧ ಇಲಾಖೆಗಳ ಅಧಿಕಾರಿಗಳು, ನೌಕರರ ಸಂಘದ ಪದಾಧಿಕಾರಿಗಳು ಉಪಸ್ಥಿತರಿದ್ದರು. ವಿವಿಧ ಇಲಾಖೆಗಳ ಸಾಧಕ ನೌಕರರಿಗೆ ಪ್ರಶಸ್ತಿ ಪ್ರದಾನ ಮಾಡಲಾಯಿತು.: [484, 280, 607, 298]
- om-logo-icon: [701, 17, 738, 54]
- flower-garlands: [603, 971, 743, 981]
- divider: [230, 311, 744, 312]
- divider: [601, 528, 743, 529]
- left-body-4: [6, 354, 217, 367]
- story-bilva: [528, 902, 744, 1040]
- paragraph: ಪಾದಯಾತ್ರೆಯಲ್ಲಿ ಪಾಲ್ಗೊಂಡಿದ್ದ ಕೇಂದ್ರ ಸಚಿವ ಹೆಚ್.ಡಿ. ಕುಮಾರಸ್ವಾಮಿ ಅವರು ಸಂವಾದ ಆಯೋಜಿಸಿದ ಪ್ರದೇಶ ದರ್ಶನಕ್ಕೆ ತೆರಳಿದರು. ಅವರ ಪುತ್ರ ನಿಖಿಲ್ ಯುವ ಘಟಕದ ಅಧ್ಯಕ್ಷ ನಿಖಿಲ್ ಕುಮಾರಸ್ವಾಮಿ ಸೇರಿದಂತೆ ಹಲವು ನಾಯಕರು ಪಾದಯಾತ್ರೆಯಲ್ಲಿ ಭಾಗಿಯಾಗಿದ್ದರು.: [6, 353, 217, 366]
- paragraph: 2023-24ರಲ್ಲಿ 149 ಜನರು ಆನೆ ದಾಳಿಯಲ್ಲಿ ಮೃತಪಟ್ಟಿದ್ದಾರೆ. ಸರ್ಕಾರ ಮೃತರ ಕುಟುಂಬಗಳಿಗೆ ಪರಿಹಾರ ನೀಡಿದೆ. ಅಂತಾರಾಷ್ಟ್ರೀಯ ಆನೆ ದಿನವನ್ನು ಆಗಸ್ಟ್ 12ರಂದು ಆಚರಿಸಲಾಗುವುದು ಎಂದು ತಿಳಿಸಿದರು.: [6, 313, 217, 326]
- story-dharwad-headline-line2: ಜೋಶಿ ಭೇಟಿ: 5 ಲಕ್ಷ ಪರಿಹಾರ ವಿತರಣೆ: [230, 336, 443, 356]
- man-left: [327, 400, 376, 499]
- deity-idol: [632, 930, 656, 978]
- story-health-caption: ಮಹಿಳಾ ಮತ್ತು ಮಕ್ಕಳ ಅಭಿವೃದ್ಧಿ ಇಲಾಖೆ ವತಿಯಿಂದ ಆಯೋಜಿಸಿದ್ದ ಪೌಷ್ಟಿಕ ಆಹಾರ ಜಾಗೃತಿ ಕಾರ್ಯಕ್ರಮ.: [350, 801, 483, 807]
- paragraph: ಈ ಸಂದರ್ಭದಲ್ಲಿ ಗ್ರಾಮಸ್ಥರು ಸಚಿವರಿಗೆ ತಮ್ಮ ಸಮಸ್ಯೆಗಳನ್ನು ಹೇಳಿಕೊಂಡರು. ಮಳೆಯಿಂದ ಹಾನಿಯಾದ ಮನೆಗಳ ಸಮೀಕ್ಷೆ ನಡೆಸಿ ಪರಿಹಾರ ನೀಡುವಂತೆ ಮನವಿ ಮಾಡಿದರು.: [230, 397, 317, 416]
- paragraph: ಎಚ್. ಸಿದ್ದರಾಜಗೌಡ ಅಧ್ಯಕ್ಷತೆ ವಹಿಸಿದ್ದರು. ಜಿಲ್ಲಾ ಪಂಚಾಯತ್ ಮುಖ್ಯ ಕಾರ್ಯನಿರ್ವಹಣಾಧಿಕಾರಿ, ವಿವಿಧ ಇಲಾಖೆಗಳ ಅಧಿಕಾರಿಗಳು, ನೌಕರರ ಸಂಘದ ಪದಾಧಿಕಾರಿಗಳು ಉಪಸ್ಥಿತರಿದ್ದರು. ವಿವಿಧ ಇಲಾಖೆಗಳ ಸಾಧಕ ನೌಕರರಿಗೆ ಪ್ರಶಸ್ತಿ ಪ್ರದಾನ ಮಾಡಲಾಯಿತು.: [230, 258, 351, 277]
- divider: [230, 684, 744, 685]
- story-temple-col-1: [601, 338, 645, 454]
- story-temple-body-2: [601, 456, 743, 503]
- story-dharwad: [230, 316, 595, 606]
